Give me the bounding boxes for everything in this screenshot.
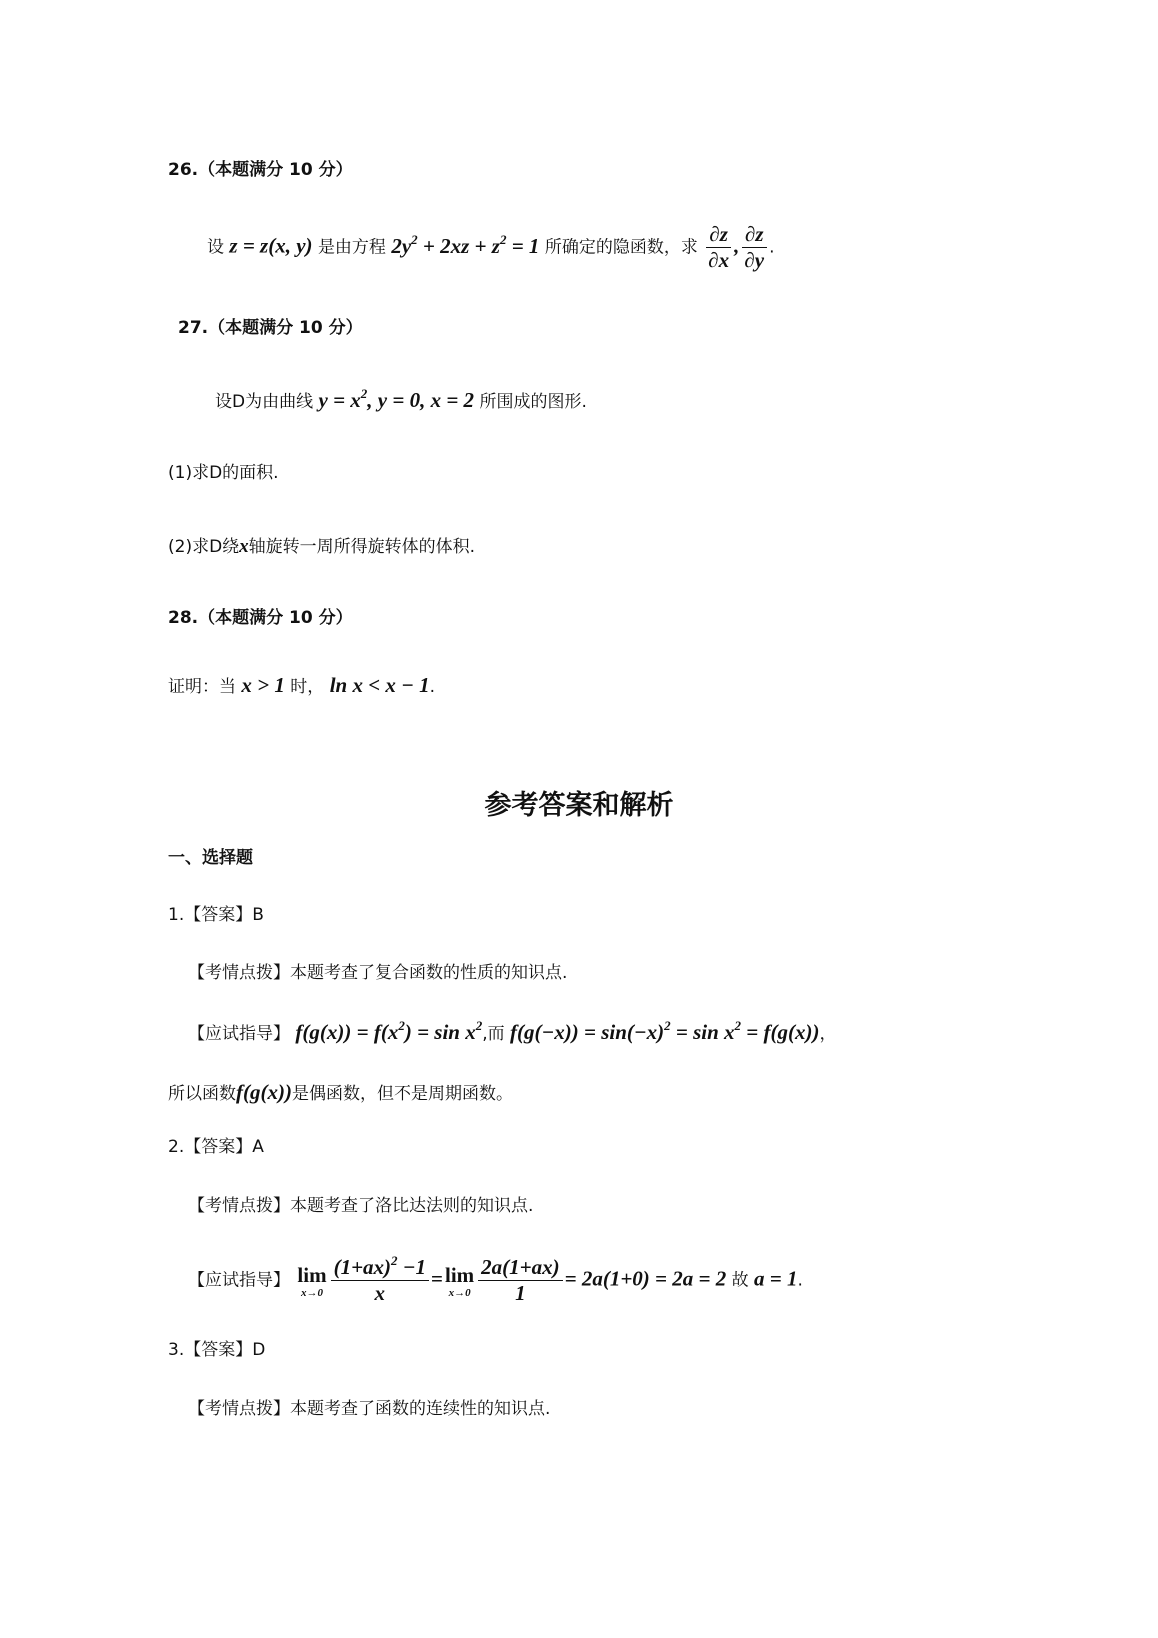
answer-2-frac-2: $\frac{2a(1+ax)}{1}$ [478, 1256, 562, 1305]
answer-2-rest: = 2a(1+0) = 2a = 2 [564, 1266, 727, 1291]
q27-formula: $y = x^2$, y = 0, x = 2 [318, 386, 475, 412]
answer-2-result: a = 1 [754, 1266, 798, 1291]
q27-part-1: (1)求D的面积. [168, 463, 279, 483]
q26-formula-1: z = z(x, y) [229, 233, 313, 258]
q26-body: 设 z = z(x, y) 是由方程 $2y^2 + 2xz + z^2 = 1$ 所确定的隐函数，求 $\frac{\partial z}{\partial x}$ , $\frac{\partial z}{\partial y}$ . [207, 222, 775, 273]
answer-1-fg: f(g(x)) [236, 1080, 292, 1104]
q27-text-1: 设D为由曲线 [215, 392, 314, 412]
answers-title: 参考答案和解析 [484, 790, 674, 821]
answer-3-hint: 【考情点拨】本题考查了函数的连续性的知识点. [188, 1399, 551, 1419]
q27-x-var: x [239, 536, 249, 557]
q26-text-3: 所确定的隐函数，求 [544, 237, 698, 258]
answer-3-label: 3.【答案】D [168, 1340, 266, 1360]
answer-2-hint: 【考情点拨】本题考查了洛比达法则的知识点. [188, 1196, 534, 1216]
q26-text-2: 是由方程 [317, 237, 386, 258]
section-heading: 一、选择题 [168, 848, 253, 868]
q26-header: 26.（本题满分 10 分） [168, 160, 353, 180]
q26-formula-2: $2y^2 + 2xz + z^2 = 1$ [391, 231, 540, 258]
answer-1-hint: 【考情点拨】本题考查了复合函数的性质的知识点. [188, 963, 568, 983]
q27-header: 27.（本题满分 10 分） [178, 318, 363, 338]
q27-part-2: (2)求D绕x轴旋转一周所得旋转体的体积. [168, 536, 476, 557]
answer-2-label: 2.【答案】A [168, 1137, 264, 1157]
q28-formula-2: ln x < x − 1 [329, 673, 430, 697]
answer-1-label: 1.【答案】B [168, 905, 264, 925]
answer-1-continuation: 所以函数f(g(x))是偶函数，但不是周期函数。 [168, 1080, 513, 1104]
q26-text-1: 设 [207, 237, 224, 258]
q27-body [215, 388, 587, 413]
q26-partial-y: $\frac{\partial z}{\partial y}$ [741, 223, 767, 272]
answer-2-frac-1: $\frac{(1+ax)^2 -1}{x}$ [331, 1256, 429, 1305]
q26-partial-x: $\frac{\partial z}{\partial x}$ [708, 222, 730, 273]
answer-2-guide: 【应试指导】 lim x→0 $\frac{(1+ax)^2 -1}{x}$ = lim x→0 $\frac{2a(1+ax)}{1}$ = 2a(1+0) = 2a = 2 故 a = 1. [188, 1253, 803, 1306]
q27-text-2: 所围成的图形. [479, 392, 587, 412]
answer-2-limit-2: lim x→0 [444, 1262, 475, 1299]
answer-1-formula-1: $f(g(x)) = f(x^2) = \sin x^2$ [295, 1018, 483, 1044]
q28-body: 证明：当 x > 1 时， ln x < x − 1. [168, 673, 436, 697]
q28-header: 28.（本题满分 10 分） [168, 608, 353, 628]
answer-1-guide: 【应试指导】 $f(g(x)) = f(x^2) = \sin x^2$,而 $f(g(-x)) = \sin(-x)^2 = \sin x^2 = f(g(x))$， [188, 1018, 837, 1044]
q28-formula-1: x > 1 [241, 673, 285, 697]
answer-2-limit-1: lim x→0 [297, 1262, 327, 1299]
answer-1-formula-2: $f(g(-x)) = \sin(-x)^2 = \sin x^2 = f(g(x))$ [510, 1018, 820, 1044]
